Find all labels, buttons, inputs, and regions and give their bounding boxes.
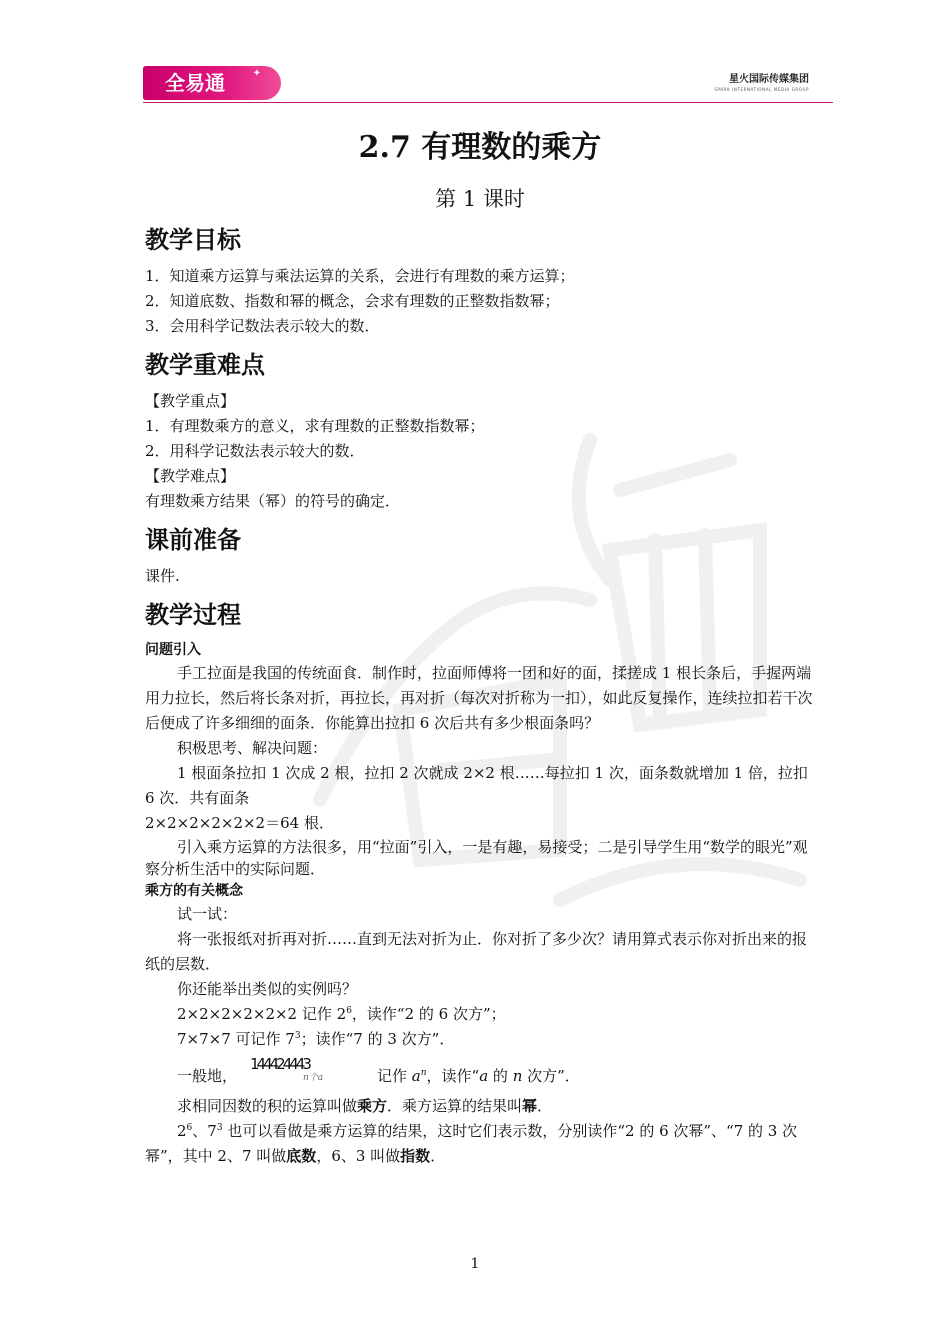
focus-item: 2．用科学记数法表示较大的数． [145, 442, 365, 460]
intro-paragraph: 积极思考、解决问题： [177, 739, 328, 757]
power-example: 2×2×2×2×2×2 记作 $2^6$，读作“2 的 6 次方”； [177, 1005, 506, 1023]
concept-paragraph: 你还能举出类似的实例吗？ [177, 980, 358, 998]
concept-paragraph: 将一张报纸对折再对折……直到无法对折为止．你对折了多少次？请用算式表示你对折出来的报纸的层数． [145, 930, 808, 973]
keypoints-heading: 教学重难点 [145, 351, 265, 379]
intro-paragraph: 引入乘方运算的方法很多，用“拉面”引入，一是有趣，易接受；二是引导学生用“数学的眼光”观察分析生活中的实际问题． [145, 838, 808, 878]
intro-paragraph: 1 根面条拉扣 1 次成 2 根，拉扣 2 次就成 2×2 根……每拉扣 1 次，面条数就增加 1 倍，拉扣 6 次．共有面条 [145, 764, 808, 807]
prep-text: 课件. [145, 567, 180, 585]
term-power: 乘方 [357, 1097, 388, 1115]
definition-paragraph: 求相同因数的积的运算叫做乘方．乘方运算的结果叫幂． [177, 1097, 553, 1115]
focus-item: 1．有理数乘方的意义，求有理数的正整数指数幂； [145, 417, 485, 435]
page-number: 1 [470, 1256, 480, 1272]
term-base: 底数 [286, 1147, 317, 1165]
general-power-formula [145, 1052, 815, 1094]
logo-text: 全易通 [165, 71, 225, 95]
lesson-subtitle: 第 1 课时 [435, 187, 525, 211]
concept-subheading: 乘方的有关概念 [145, 883, 243, 899]
lesson-content [145, 128, 815, 1169]
term-result: 幂 [522, 1097, 538, 1115]
concept-paragraph: 试一试： [177, 905, 238, 923]
goal-item: 3．会用科学记数法表示较大的数． [145, 317, 380, 335]
brand-logo [143, 66, 281, 100]
publisher-name: 星火国际传媒集团 [729, 74, 809, 85]
goals-heading: 教学目标 [145, 226, 241, 254]
power-example: 7×7×7 可记作 $7^3$；读作“7 的 3 次方”． [177, 1030, 455, 1048]
goal-item: 1．知道乘方运算与乘法运算的关系，会进行有理数的乘方运算； [145, 267, 575, 285]
header-divider [143, 102, 833, 103]
page-header [143, 66, 833, 104]
formula-lead: 一般地， [177, 1067, 238, 1085]
term-exponent: 指数 [400, 1147, 431, 1165]
publisher-name-en: SPARK INTERNATIONAL MEDIA GROUP [714, 87, 809, 92]
underbrace-glyphs: 144424443 [250, 1055, 309, 1073]
intro-paragraph: 手工拉面是我国的传统面食．制作时，拉面师傅将一团和好的面，揉搓成 1 根长条后，手握两端用力拉长，然后将长条对折，再拉长，再对折（每次对折称为一扣），如此反复操作，连续拉扣若干次后便成了许多细细的面条．你能算出拉扣 6 次后共有多少根面条吗？ [145, 664, 813, 732]
prep-heading: 课前准备 [145, 526, 241, 554]
underbrace-label: n个a [303, 1073, 324, 1083]
intro-equation: 2×2×2×2×2×2＝64 根． [145, 814, 334, 832]
intro-subheading: 问题引入 [145, 642, 201, 658]
definition-paragraph: $2^6$、$7^3$ 也可以看做是乘方运算的结果，这时它们表示数，分别读作“2 的 6 次幂”、“7 的 3 次幂”，其中 2、7 叫做底数，6、3 叫做指数． [145, 1122, 798, 1165]
goal-item: 2．知道底数、指数和幂的概念，会求有理数的正整数指数幂； [145, 292, 560, 310]
formula-reading: 记作 $a^n$，读作“a 的 n 次方”． [377, 1067, 580, 1085]
difficulty-text: 有理数乘方结果（幂）的符号的确定． [145, 492, 401, 510]
lesson-title: 2.7 有理数的乘方 [358, 130, 602, 165]
process-heading: 教学过程 [145, 601, 241, 629]
difficulty-label: 【教学难点】 [145, 467, 236, 485]
focus-label: 【教学重点】 [145, 392, 236, 410]
sparkle-icon: ✦ [252, 68, 261, 79]
publisher-brand [714, 74, 809, 93]
